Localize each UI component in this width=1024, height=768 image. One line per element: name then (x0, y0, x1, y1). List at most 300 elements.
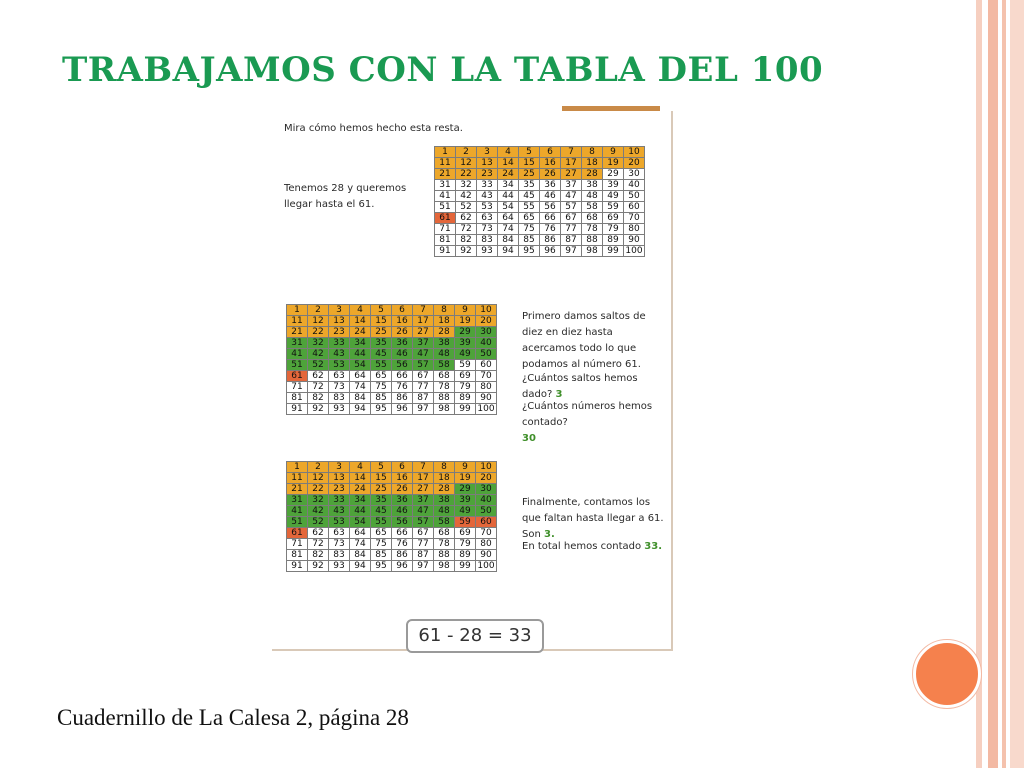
table-row (435, 246, 645, 257)
number-cell: 89 (455, 393, 476, 404)
number-cell: 64 (498, 213, 519, 224)
table-row (435, 224, 645, 235)
number-cell: 80 (624, 224, 645, 235)
number-cell: 56 (540, 202, 561, 213)
number-cell: 44 (498, 191, 519, 202)
number-cell: 7 (413, 305, 434, 316)
number-cell: 19 (603, 158, 624, 169)
number-cell: 79 (603, 224, 624, 235)
number-cell: 43 (329, 349, 350, 360)
number-cell: 7 (413, 462, 434, 473)
number-cell: 48 (434, 506, 455, 517)
number-cell: 29 (603, 169, 624, 180)
number-cell: 99 (455, 561, 476, 572)
table-row (287, 305, 497, 316)
number-cell: 25 (371, 484, 392, 495)
number-cell: 41 (287, 506, 308, 517)
number-cell: 42 (456, 191, 477, 202)
number-cell: 4 (350, 462, 371, 473)
number-cell: 84 (350, 550, 371, 561)
number-cell: 72 (456, 224, 477, 235)
table-row (287, 393, 497, 404)
number-cell: 48 (582, 191, 603, 202)
number-cell: 18 (434, 316, 455, 327)
number-cell: 28 (582, 169, 603, 180)
number-cell: 6 (392, 305, 413, 316)
number-cell: 8 (434, 305, 455, 316)
number-cell: 50 (476, 506, 497, 517)
number-cell: 3 (477, 147, 498, 158)
number-cell: 20 (624, 158, 645, 169)
number-cell: 24 (498, 169, 519, 180)
number-cell: 9 (455, 462, 476, 473)
number-cell: 63 (329, 528, 350, 539)
hundred-table-1 (434, 146, 645, 257)
number-cell: 61 (287, 528, 308, 539)
number-cell: 88 (582, 235, 603, 246)
number-cell: 87 (413, 550, 434, 561)
number-cell: 81 (287, 393, 308, 404)
table-row (287, 338, 497, 349)
number-cell: 87 (561, 235, 582, 246)
number-cell: 55 (371, 517, 392, 528)
number-cell: 72 (308, 539, 329, 550)
number-cell: 1 (435, 147, 456, 158)
number-cell: 1 (287, 305, 308, 316)
number-cell: 86 (392, 550, 413, 561)
number-cell: 27 (413, 327, 434, 338)
number-cell: 20 (476, 316, 497, 327)
number-cell: 12 (456, 158, 477, 169)
number-cell: 55 (519, 202, 540, 213)
number-cell: 56 (392, 360, 413, 371)
number-cell: 55 (371, 360, 392, 371)
number-cell: 66 (392, 528, 413, 539)
number-cell: 64 (350, 528, 371, 539)
number-cell: 70 (476, 528, 497, 539)
number-cell: 68 (434, 371, 455, 382)
table-row (287, 404, 497, 415)
number-cell: 42 (308, 506, 329, 517)
number-cell: 85 (371, 393, 392, 404)
number-cell: 83 (329, 393, 350, 404)
number-cell: 98 (434, 404, 455, 415)
number-cell: 77 (561, 224, 582, 235)
number-cell: 28 (434, 484, 455, 495)
number-cell: 32 (456, 180, 477, 191)
number-cell: 73 (329, 539, 350, 550)
number-cell: 94 (350, 561, 371, 572)
stripe (1002, 0, 1006, 768)
number-cell: 2 (308, 462, 329, 473)
number-cell: 62 (456, 213, 477, 224)
number-cell: 88 (434, 550, 455, 561)
number-cell: 42 (308, 349, 329, 360)
number-cell: 68 (434, 528, 455, 539)
number-cell: 54 (350, 360, 371, 371)
number-cell: 13 (477, 158, 498, 169)
number-cell: 52 (308, 517, 329, 528)
number-cell: 48 (434, 349, 455, 360)
number-cell: 86 (540, 235, 561, 246)
table-row (287, 528, 497, 539)
number-cell: 58 (434, 517, 455, 528)
source-caption: Cuadernillo de La Calesa 2, página 28 (57, 705, 409, 730)
number-cell: 17 (561, 158, 582, 169)
number-cell: 21 (287, 484, 308, 495)
question-jumps-text: ¿Cuántos saltos hemos dado? (522, 373, 638, 400)
number-cell: 49 (603, 191, 624, 202)
number-cell: 5 (519, 147, 540, 158)
number-cell: 57 (561, 202, 582, 213)
number-cell: 67 (413, 528, 434, 539)
number-cell: 35 (371, 338, 392, 349)
number-cell: 93 (329, 404, 350, 415)
number-cell: 90 (624, 235, 645, 246)
decorative-stripes (976, 0, 1024, 768)
table-row (287, 539, 497, 550)
number-cell: 94 (350, 404, 371, 415)
table-row (435, 235, 645, 246)
number-cell: 16 (392, 316, 413, 327)
number-cell: 40 (476, 495, 497, 506)
table-row (287, 550, 497, 561)
number-cell: 86 (392, 393, 413, 404)
number-cell: 58 (434, 360, 455, 371)
step2-text: Primero damos saltos de diez en diez hasta acercamos todo lo que podamos al número 61. (522, 311, 646, 370)
number-cell: 85 (371, 550, 392, 561)
number-cell: 93 (477, 246, 498, 257)
number-cell: 70 (476, 371, 497, 382)
number-cell: 20 (476, 473, 497, 484)
number-cell: 49 (455, 349, 476, 360)
number-cell: 92 (308, 561, 329, 572)
number-cell: 40 (624, 180, 645, 191)
number-cell: 98 (582, 246, 603, 257)
equation-box: 61 - 28 = 33 (406, 619, 544, 653)
number-cell: 75 (519, 224, 540, 235)
number-cell: 76 (392, 539, 413, 550)
table-row (287, 382, 497, 393)
number-cell: 26 (540, 169, 561, 180)
number-cell: 31 (287, 338, 308, 349)
number-cell: 26 (392, 327, 413, 338)
number-cell: 99 (455, 404, 476, 415)
number-cell: 81 (435, 235, 456, 246)
question-count-text: ¿Cuántos números hemos contado? (522, 401, 653, 428)
decorative-circle (913, 640, 981, 708)
number-cell: 21 (287, 327, 308, 338)
hundred-table-3 (286, 461, 497, 572)
number-cell: 39 (455, 338, 476, 349)
number-cell: 45 (519, 191, 540, 202)
number-cell: 56 (392, 517, 413, 528)
number-cell: 16 (540, 158, 561, 169)
number-cell: 50 (476, 349, 497, 360)
number-cell: 31 (435, 180, 456, 191)
number-cell: 10 (476, 462, 497, 473)
number-cell: 68 (582, 213, 603, 224)
number-cell: 71 (287, 382, 308, 393)
number-cell: 38 (582, 180, 603, 191)
number-cell: 96 (392, 404, 413, 415)
number-cell: 2 (308, 305, 329, 316)
number-cell: 71 (435, 224, 456, 235)
number-cell: 21 (435, 169, 456, 180)
question-count (522, 399, 668, 447)
number-cell: 44 (350, 506, 371, 517)
stripe (988, 0, 998, 768)
number-cell: 13 (329, 316, 350, 327)
number-cell: 94 (498, 246, 519, 257)
number-cell: 54 (350, 517, 371, 528)
number-cell: 35 (519, 180, 540, 191)
number-cell: 31 (287, 495, 308, 506)
number-cell: 67 (561, 213, 582, 224)
table-row (435, 169, 645, 180)
number-cell: 62 (308, 528, 329, 539)
table-row (287, 495, 497, 506)
number-cell: 50 (624, 191, 645, 202)
number-cell: 51 (435, 202, 456, 213)
number-cell: 53 (477, 202, 498, 213)
number-cell: 47 (561, 191, 582, 202)
stripe (1010, 0, 1024, 768)
number-cell: 100 (625, 246, 643, 256)
number-cell: 35 (371, 495, 392, 506)
step1-text: Tenemos 28 y queremos llegar hasta el 61. (284, 183, 407, 210)
table-row (287, 349, 497, 360)
table-row (287, 506, 497, 517)
number-cell: 10 (476, 305, 497, 316)
number-cell: 46 (392, 349, 413, 360)
number-cell: 97 (561, 246, 582, 257)
number-cell: 63 (477, 213, 498, 224)
slide-title: TRABAJAMOS CON LA TABLA DEL 100 (62, 50, 824, 90)
number-cell: 6 (540, 147, 561, 158)
number-cell: 65 (371, 371, 392, 382)
number-cell: 15 (519, 158, 540, 169)
number-cell: 65 (371, 528, 392, 539)
number-cell: 29 (455, 484, 476, 495)
table-row (287, 371, 497, 382)
number-cell: 81 (287, 550, 308, 561)
number-cell: 85 (519, 235, 540, 246)
number-cell: 67 (413, 371, 434, 382)
number-cell: 98 (434, 561, 455, 572)
number-cell: 41 (435, 191, 456, 202)
number-cell: 89 (603, 235, 624, 246)
number-cell: 78 (582, 224, 603, 235)
number-cell: 75 (371, 539, 392, 550)
step3-text (522, 495, 668, 543)
answer-count: 30 (522, 433, 536, 444)
number-cell: 69 (455, 371, 476, 382)
number-cell: 8 (582, 147, 603, 158)
table-row (435, 147, 645, 158)
number-cell: 12 (308, 473, 329, 484)
number-cell: 36 (392, 338, 413, 349)
table-row (287, 484, 497, 495)
number-cell: 82 (456, 235, 477, 246)
number-cell: 25 (519, 169, 540, 180)
number-cell: 88 (434, 393, 455, 404)
number-cell: 82 (308, 393, 329, 404)
number-cell: 9 (603, 147, 624, 158)
number-cell: 39 (455, 495, 476, 506)
number-cell: 89 (455, 550, 476, 561)
number-cell: 10 (624, 147, 645, 158)
number-cell: 47 (413, 349, 434, 360)
number-cell: 84 (498, 235, 519, 246)
number-cell: 8 (434, 462, 455, 473)
number-cell: 78 (434, 539, 455, 550)
answer-jumps: 3 (555, 389, 563, 400)
number-cell: 83 (329, 550, 350, 561)
number-cell: 23 (329, 327, 350, 338)
number-cell: 92 (456, 246, 477, 257)
number-cell: 11 (287, 473, 308, 484)
number-cell: 74 (350, 382, 371, 393)
total-text-body: En total hemos contado (522, 541, 642, 552)
number-cell: 46 (540, 191, 561, 202)
number-cell: 52 (308, 360, 329, 371)
number-cell: 37 (413, 338, 434, 349)
number-cell: 62 (308, 371, 329, 382)
number-cell: 30 (624, 169, 645, 180)
number-cell: 34 (350, 495, 371, 506)
number-cell: 22 (308, 484, 329, 495)
hundred-table-2 (286, 304, 497, 415)
intro-text: Mira cómo hemos hecho esta resta. (284, 123, 463, 134)
number-cell: 73 (477, 224, 498, 235)
number-cell: 70 (624, 213, 645, 224)
number-cell: 72 (308, 382, 329, 393)
number-cell: 79 (455, 382, 476, 393)
number-cell: 34 (498, 180, 519, 191)
number-cell: 28 (434, 327, 455, 338)
number-cell: 100 (477, 404, 495, 414)
number-cell: 79 (455, 539, 476, 550)
number-cell: 13 (329, 473, 350, 484)
number-cell: 90 (476, 393, 497, 404)
number-cell: 26 (392, 484, 413, 495)
number-cell: 60 (624, 202, 645, 213)
number-cell: 77 (413, 539, 434, 550)
number-cell: 33 (329, 495, 350, 506)
textbook-page (272, 111, 673, 651)
number-cell: 41 (287, 349, 308, 360)
number-cell: 32 (308, 338, 329, 349)
number-cell: 36 (540, 180, 561, 191)
number-cell: 73 (329, 382, 350, 393)
number-cell: 91 (287, 404, 308, 415)
number-cell: 32 (308, 495, 329, 506)
number-cell: 46 (392, 506, 413, 517)
number-cell: 37 (561, 180, 582, 191)
number-cell: 17 (413, 473, 434, 484)
number-cell: 4 (350, 305, 371, 316)
number-cell: 14 (350, 316, 371, 327)
number-cell: 18 (582, 158, 603, 169)
number-cell: 11 (435, 158, 456, 169)
number-cell: 95 (519, 246, 540, 257)
number-cell: 80 (476, 539, 497, 550)
number-cell: 92 (308, 404, 329, 415)
number-cell: 37 (413, 495, 434, 506)
number-cell: 66 (392, 371, 413, 382)
table-row (435, 191, 645, 202)
number-cell: 100 (477, 561, 495, 571)
number-cell: 40 (476, 338, 497, 349)
number-cell: 65 (519, 213, 540, 224)
number-cell: 4 (498, 147, 519, 158)
number-cell: 74 (498, 224, 519, 235)
number-cell: 49 (455, 506, 476, 517)
number-cell: 3 (329, 305, 350, 316)
number-cell: 27 (561, 169, 582, 180)
number-cell: 39 (603, 180, 624, 191)
table-row (435, 213, 645, 224)
number-cell: 14 (498, 158, 519, 169)
number-cell: 99 (603, 246, 624, 257)
table-row (435, 158, 645, 169)
number-cell: 16 (392, 473, 413, 484)
number-cell: 33 (329, 338, 350, 349)
number-cell: 23 (477, 169, 498, 180)
number-cell: 74 (350, 539, 371, 550)
number-cell: 60 (476, 517, 497, 528)
number-cell: 18 (434, 473, 455, 484)
number-cell: 1 (287, 462, 308, 473)
number-cell: 14 (350, 473, 371, 484)
number-cell: 27 (413, 484, 434, 495)
table-row (435, 202, 645, 213)
number-cell: 19 (455, 473, 476, 484)
number-cell: 19 (455, 316, 476, 327)
number-cell: 58 (582, 202, 603, 213)
number-cell: 45 (371, 506, 392, 517)
number-cell: 24 (350, 484, 371, 495)
table-row (287, 517, 497, 528)
number-cell: 38 (434, 495, 455, 506)
number-cell: 22 (456, 169, 477, 180)
number-cell: 66 (540, 213, 561, 224)
number-cell: 57 (413, 360, 434, 371)
number-cell: 30 (476, 327, 497, 338)
number-cell: 12 (308, 316, 329, 327)
number-cell: 71 (287, 539, 308, 550)
number-cell: 2 (456, 147, 477, 158)
number-cell: 34 (350, 338, 371, 349)
number-cell: 3 (329, 462, 350, 473)
number-cell: 80 (476, 382, 497, 393)
number-cell: 44 (350, 349, 371, 360)
number-cell: 54 (498, 202, 519, 213)
number-cell: 53 (329, 360, 350, 371)
number-cell: 45 (371, 349, 392, 360)
number-cell: 95 (371, 404, 392, 415)
number-cell: 15 (371, 316, 392, 327)
number-cell: 5 (371, 305, 392, 316)
number-cell: 82 (308, 550, 329, 561)
number-cell: 6 (392, 462, 413, 473)
number-cell: 95 (371, 561, 392, 572)
number-cell: 93 (329, 561, 350, 572)
number-cell: 25 (371, 327, 392, 338)
number-cell: 11 (287, 316, 308, 327)
number-cell: 15 (371, 473, 392, 484)
